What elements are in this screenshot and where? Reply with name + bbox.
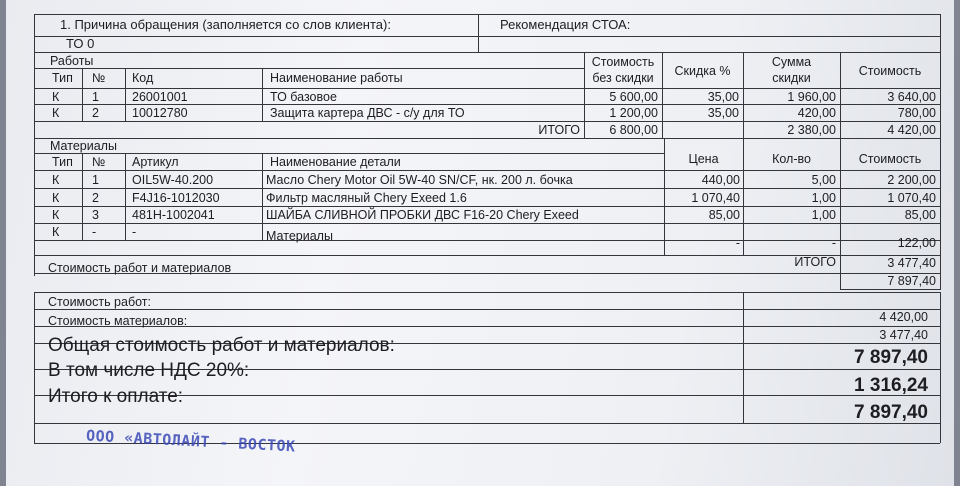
rule <box>262 68 263 122</box>
works-col-discount-sum-1: Сумма <box>771 55 812 69</box>
materials-row-2-type: К <box>52 191 60 205</box>
works-row-1-num: 1 <box>92 90 99 104</box>
materials-row-4-qty: - <box>831 236 836 250</box>
works-row-2-type: К <box>52 106 60 120</box>
materials-row-2-name: Фильтр масляный Chery Exeed 1.6 <box>266 191 467 205</box>
works-col-price-before-2: без скидки <box>592 71 654 85</box>
works-col-price-before-1: Стоимость <box>591 55 655 69</box>
rule <box>34 88 940 89</box>
materials-row-1-price: 440,00 <box>701 173 740 187</box>
materials-row-2-num: 2 <box>92 191 99 205</box>
summary-works-value: 4 420,00 <box>879 310 928 324</box>
materials-row-3-num: 3 <box>92 208 99 222</box>
materials-row-4-type: К <box>52 225 60 239</box>
works-row-2-price: 1 200,00 <box>609 106 658 120</box>
materials-row-4-price: - <box>735 236 740 250</box>
works-row-1-discount: 35,00 <box>707 90 739 104</box>
materials-col-article: Артикул <box>132 155 179 169</box>
materials-section-label: Материалы <box>50 139 117 153</box>
works-col-name: Наименование работы <box>270 71 403 85</box>
materials-col-price: Цена <box>688 152 719 166</box>
rule <box>34 52 940 53</box>
materials-row-1-cost: 2 200,00 <box>887 173 936 187</box>
works-row-2-num: 2 <box>92 106 99 120</box>
works-row-1-price: 5 600,00 <box>609 90 658 104</box>
summary-works-label: Стоимость работ: <box>48 295 151 309</box>
works-total-label: ИТОГО <box>538 123 580 137</box>
materials-row-3-qty: 1,00 <box>811 208 836 222</box>
works-col-cost: Стоимость <box>858 64 922 78</box>
materials-row-4-num: - <box>92 225 97 239</box>
rule <box>34 121 940 122</box>
works-materials-label: Стоимость работ и материалов <box>48 261 232 275</box>
summary-vat-value: 1 316,24 <box>854 375 928 396</box>
summary-materials-value: 3 477,40 <box>879 328 928 342</box>
works-materials-value: 7 897,40 <box>887 274 936 288</box>
works-row-2-cost: 780,00 <box>897 106 936 120</box>
materials-row-3-cost: 85,00 <box>904 208 936 222</box>
works-row-1-cost: 3 640,00 <box>887 90 936 104</box>
materials-row-2-article: F4J16-1012030 <box>132 191 220 205</box>
materials-row-1-name: Масло Chery Motor Oil 5W-40 SN/CF, нк. 200 л. бочка <box>266 173 573 187</box>
works-col-type: Тип <box>52 71 73 85</box>
materials-row-1-type: К <box>52 173 60 187</box>
materials-row-1-qty: 5,00 <box>811 173 836 187</box>
materials-row-3-name: ШАЙБА СЛИВНОЙ ПРОБКИ ДВС F16-20 Chery Exeed <box>266 208 579 222</box>
rule <box>262 153 263 241</box>
rule <box>34 223 940 224</box>
materials-row-4-name: Материалы <box>266 229 333 243</box>
rule <box>34 292 940 293</box>
rule <box>743 292 744 423</box>
works-row-2-discount: 35,00 <box>707 106 739 120</box>
materials-row-3-type: К <box>52 208 60 222</box>
materials-row-3-article: 481H-1002041 <box>132 208 215 222</box>
works-total-price: 6 800,00 <box>609 123 658 137</box>
rule <box>34 188 940 189</box>
summary-pay-label: Итого к оплате: <box>48 386 184 407</box>
works-row-2-code: 10012780 <box>132 106 188 120</box>
materials-total-cost: 3 477,40 <box>887 256 936 270</box>
materials-col-name: Наименование детали <box>270 155 401 169</box>
rule <box>34 14 35 276</box>
works-total-cost: 4 420,00 <box>887 123 936 137</box>
rule <box>125 68 126 122</box>
materials-total-label: ИТОГО <box>794 255 836 269</box>
rule <box>478 14 479 52</box>
company-stamp: ООО «АВТОЛАЙТ - ВОСТОК <box>85 426 297 456</box>
works-section-label: Работы <box>50 54 94 68</box>
works-row-1-discount-sum: 1 960,00 <box>787 90 836 104</box>
materials-row-2-price: 1 070,40 <box>691 191 740 205</box>
summary-pay-value: 7 897,40 <box>854 402 928 423</box>
rule <box>840 289 940 290</box>
works-row-1-code: 26001001 <box>132 90 188 104</box>
materials-row-1-article: OIL5W-40.200 <box>132 173 214 187</box>
materials-row-4-article: - <box>132 225 137 239</box>
works-total-discount-sum: 2 380,00 <box>787 123 836 137</box>
materials-row-4-cost: 122,00 <box>897 236 936 250</box>
rule <box>34 36 940 37</box>
materials-row-3-price: 85,00 <box>708 208 740 222</box>
materials-col-type: Тип <box>52 155 73 169</box>
works-row-1-name: ТО базовое <box>270 90 337 104</box>
summary-total-value: 7 897,40 <box>854 347 928 368</box>
materials-row-1-num: 1 <box>92 173 99 187</box>
rule <box>940 292 941 443</box>
rule <box>34 138 940 139</box>
rule <box>82 153 83 241</box>
summary-vat-label: В том числе НДС 20%: <box>48 360 250 381</box>
materials-col-num: № <box>92 155 106 169</box>
works-col-code: Код <box>132 71 154 85</box>
rule <box>34 153 664 154</box>
recommendation-label: Рекомендация СТОА: <box>500 17 631 32</box>
works-col-discount-sum-2: скидки <box>772 71 811 85</box>
summary-materials-label: Стоимость материалов: <box>48 314 188 328</box>
works-row-1-type: К <box>52 90 60 104</box>
rule <box>34 170 940 171</box>
works-row-2-discount-sum: 420,00 <box>797 106 836 120</box>
rule <box>34 104 940 105</box>
summary-total-label: Общая стоимость работ и материалов: <box>48 335 395 356</box>
rule <box>82 68 83 122</box>
materials-col-qty: Кол-во <box>772 152 811 166</box>
works-col-num: № <box>92 71 106 85</box>
rule <box>34 292 35 443</box>
rule <box>34 68 584 69</box>
works-row-2-name: Защита картера ДВС - с/у для ТО <box>270 106 465 120</box>
materials-row-2-cost: 1 070,40 <box>887 191 936 205</box>
reason-label: 1. Причина обращения (заполняется со слов клиента): <box>60 17 391 32</box>
rule <box>940 14 941 290</box>
rule <box>34 14 940 15</box>
rule <box>34 206 940 207</box>
works-col-discount: Скидка % <box>674 64 731 78</box>
materials-row-2-qty: 1,00 <box>811 191 836 205</box>
materials-col-cost: Стоимость <box>858 152 922 166</box>
reason-value: ТО 0 <box>66 36 95 51</box>
rule <box>125 153 126 241</box>
